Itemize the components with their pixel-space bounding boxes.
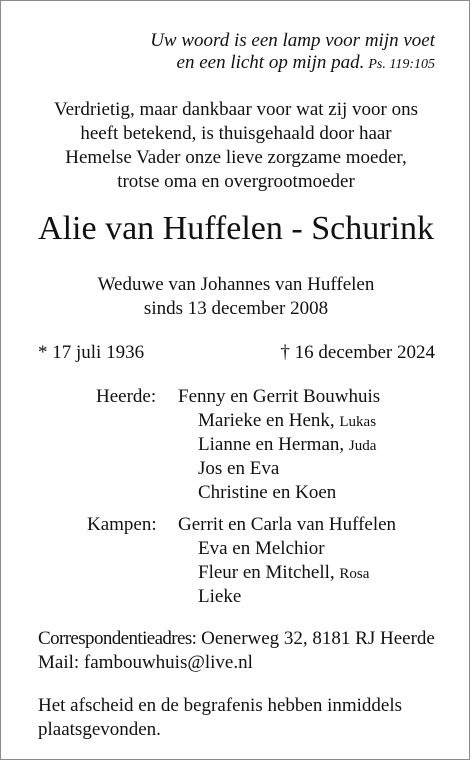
family-member bbox=[198, 433, 376, 458]
correspondence-address bbox=[38, 627, 435, 651]
correspondence-label: Correspondentieadres: bbox=[38, 628, 197, 649]
family-head-kampen: Gerrit en Carla van Huffelen bbox=[178, 514, 397, 535]
member-names: Marieke en Henk, bbox=[198, 410, 335, 431]
intro-line-1: Verdrietig, maar dankbaar voor wat zij voor ons bbox=[53, 99, 419, 120]
member-names: Jos en Eva bbox=[198, 458, 280, 479]
family-member bbox=[198, 481, 336, 505]
family-member bbox=[198, 457, 279, 481]
deceased-name: Alie van Huffelen - Schurink bbox=[38, 210, 434, 247]
intro-line-2: heeft betekend, is thuisgehaald door haar bbox=[80, 123, 392, 144]
correspondence-mail bbox=[38, 651, 253, 675]
family-member bbox=[198, 409, 376, 434]
widow-line-2: sinds 13 december 2008 bbox=[143, 298, 329, 319]
grandchild-name: Juda bbox=[348, 438, 377, 454]
farewell-line-1: Het afscheid en de begrafenis hebben inmiddels bbox=[38, 695, 403, 716]
mail-label: Mail: bbox=[38, 652, 80, 673]
verse-line-2 bbox=[177, 52, 435, 76]
grandchild-name: Rosa bbox=[339, 566, 370, 582]
family-head-heerde: Fenny en Gerrit Bouwhuis bbox=[178, 386, 381, 407]
widow-line-1: Weduwe van Johannes van Huffelen bbox=[97, 274, 375, 295]
intro-line-4: trotse oma en overgrootmoeder bbox=[117, 171, 355, 192]
family-member bbox=[198, 585, 241, 609]
farewell-line-2: plaatsgevonden. bbox=[38, 719, 161, 740]
death-date: † 16 december 2024 bbox=[280, 342, 435, 363]
family-member bbox=[198, 561, 369, 586]
family-member bbox=[198, 537, 325, 561]
intro-line-3: Hemelse Vader onze lieve zorgzame moeder, bbox=[65, 147, 407, 168]
member-names: Fleur en Mitchell, bbox=[198, 562, 335, 583]
grandchild-name: Lukas bbox=[339, 414, 377, 430]
verse-reference: Ps. 119:105 bbox=[368, 57, 435, 72]
mail-address: fambouwhuis@live.nl bbox=[83, 652, 253, 673]
member-names: Lianne en Herman, bbox=[198, 434, 345, 455]
member-names: Lieke bbox=[198, 586, 242, 607]
correspondence-street: Oenerweg 32, 8181 RJ Heerde bbox=[201, 628, 435, 649]
birth-date: * 17 juli 1936 bbox=[38, 342, 145, 363]
family-place-heerde: Heerde: bbox=[96, 386, 157, 407]
family-place-kampen: Kampen: bbox=[87, 514, 157, 535]
member-names: Christine en Koen bbox=[198, 482, 337, 503]
verse-line-2-text: en een licht op mijn pad. bbox=[176, 52, 365, 73]
member-names: Eva en Melchior bbox=[198, 538, 325, 559]
verse-line-1: Uw woord is een lamp voor mijn voet bbox=[150, 30, 435, 51]
